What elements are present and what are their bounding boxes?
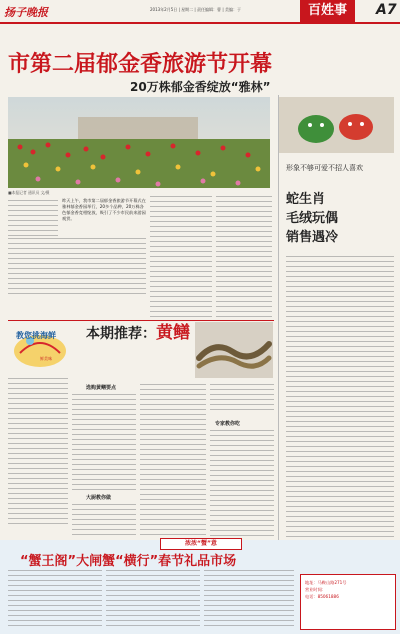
masthead-rule: [0, 22, 400, 24]
body-text-col: [216, 196, 272, 318]
ad-text: [305, 579, 391, 600]
ad-line: 营业时间：: [305, 587, 326, 592]
body-text-col: [8, 200, 58, 236]
promo-logo-tag: 鲜美味: [40, 356, 52, 361]
bottom-kicker: 浓浓“蟹”意: [185, 540, 217, 547]
right-kicker: 形象不够可爱不招人喜欢: [286, 164, 363, 172]
tulip-photo: [8, 97, 270, 188]
date-line: 2013年2月5日 | 星期二 | 责任编辑：曹 | 美编：于: [150, 7, 241, 12]
section-tab: [300, 0, 355, 22]
promo-body-text: [8, 378, 68, 528]
right-body-text: [286, 256, 394, 556]
ad-line: 电话：85061886: [305, 594, 339, 599]
recommend-title: [86, 318, 190, 343]
snake-doll-photo: [278, 97, 394, 153]
promo-logo-text: 教您挑海鲜: [16, 331, 56, 340]
bottom-body-text: [204, 570, 294, 630]
body-text-col: [8, 238, 146, 296]
bottom-body-text: [106, 570, 200, 630]
lead-paragraph: 昨天上午，我市第二届郁金香旅游节开幕式在雅林郁金香园举行，20多个品种，20万株各色郁金香竞相绽放，吸引了不少市民前来游园观赏。: [62, 198, 146, 221]
right-headline-line: 毛绒玩偶: [286, 211, 339, 226]
address-ad: [300, 574, 396, 630]
byline: ■本报记者 通讯员 文/摄: [8, 190, 50, 195]
right-headline-line: 蛇生肖: [286, 192, 326, 207]
right-headline-line: 销售遇冷: [286, 230, 339, 245]
eel-photo: [195, 322, 273, 378]
body-text-col: [150, 196, 212, 318]
main-headline: 市第二届郁金香旅游节开幕: [8, 52, 273, 77]
newspaper-logo: 扬子晚报: [4, 6, 48, 19]
column-divider: [278, 95, 279, 565]
bottom-body-text: [8, 570, 102, 630]
main-subhead: 20万株郁金香绽放“雅林”: [130, 80, 271, 94]
article-text-col: [210, 384, 274, 414]
subsection-heading: 专家教你吃: [215, 421, 241, 427]
section-title: 百姓事: [307, 3, 347, 18]
page-number: A7: [376, 2, 397, 18]
recommend-label: 本期推荐：: [86, 326, 156, 342]
article-text-col: [140, 384, 206, 538]
article-text-col: [72, 394, 136, 492]
masthead: [0, 0, 400, 22]
recommend-name: 黄鳝: [156, 323, 190, 343]
ad-line: 地址：马鞍山路271号: [305, 580, 347, 585]
bottom-kicker-box: [160, 538, 242, 550]
article-text-col: [72, 504, 136, 538]
subsection-heading: 选购黄鳝要点: [86, 385, 117, 391]
subsection-heading: 大厨教你做: [86, 495, 112, 501]
right-headline: [286, 190, 338, 247]
bottom-headline: “蟹王阁”大闸蟹“横行”春节礼品市场: [20, 554, 237, 569]
article-text-col: [210, 430, 274, 538]
